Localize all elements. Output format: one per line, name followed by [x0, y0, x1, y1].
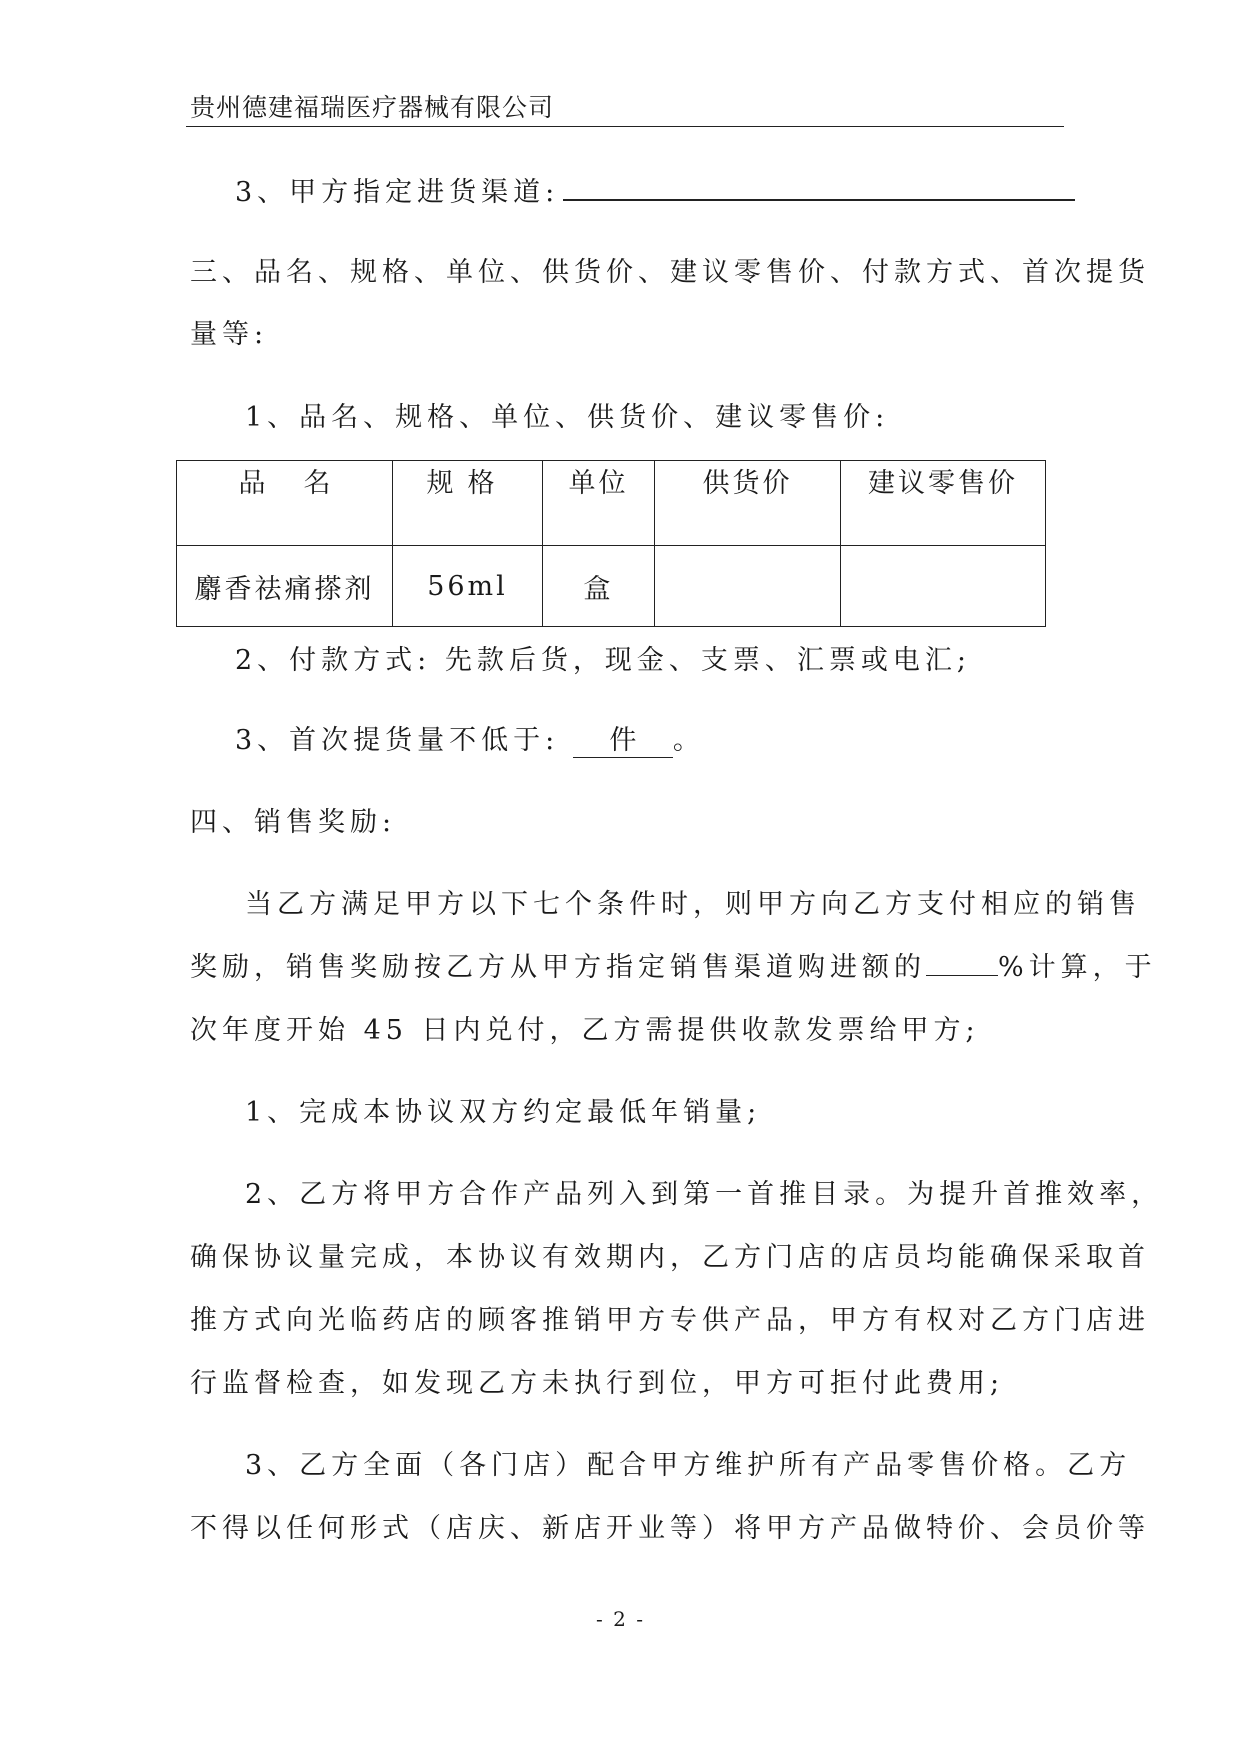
condition-2-line-4: 行监督检查，如发现乙方未执行到位，甲方可拒付此费用;: [190, 1368, 1005, 1399]
table-cell-supply-price: [655, 546, 841, 627]
company-header: 贵州德建福瑞医疗器械有限公司: [190, 93, 555, 122]
first-order-blank: 件: [573, 718, 673, 758]
table-header-cell: 单位: [543, 461, 655, 546]
section-3-item-1: 1、品名、规格、单位、供货价、建议零售价:: [245, 402, 890, 433]
table-row: [177, 546, 1046, 627]
condition-1: 1、完成本协议双方约定最低年销量;: [245, 1097, 762, 1128]
table-cell-spec: 56ml: [393, 546, 543, 627]
section-3-heading-line-1: 三、品名、规格、单位、供货价、建议零售价、付款方式、首次提货: [190, 257, 1150, 288]
condition-3-line-2: 不得以任何形式（店庆、新店开业等）将甲方产品做特价、会员价等: [190, 1513, 1150, 1544]
condition-3-line-1: 3、乙方全面（各门店）配合甲方维护所有产品零售价格。乙方: [245, 1450, 1132, 1481]
header-rule: [186, 126, 1064, 127]
section-3-item-3: [235, 718, 705, 758]
table-header-cell: 品名: [177, 461, 393, 546]
channel-label: 3、甲方指定进货渠道:: [235, 177, 560, 208]
section-3-item-2: 2、付款方式: 先款后货，现金、支票、汇票或电汇;: [235, 645, 971, 676]
channel-line: [235, 170, 1075, 209]
table-header-cell: 规格: [393, 461, 543, 546]
section-4-para-line-3: 次年度开始 45 日内兑付，乙方需提供收款发票给甲方;: [190, 1015, 980, 1046]
channel-blank: [563, 177, 1075, 201]
condition-2-line-2: 确保协议量完成，本协议有效期内，乙方门店的店员均能确保采取首: [190, 1242, 1150, 1273]
first-order-label: 3、首次提货量不低于:: [235, 725, 560, 756]
table-cell-product-name: 麝香祛痛搽剂: [177, 546, 393, 627]
percent-blank: [926, 955, 998, 976]
page-number: - 2 -: [596, 1607, 645, 1631]
condition-2-line-3: 推方式向光临药店的顾客推销甲方专供产品，甲方有权对乙方门店进: [190, 1305, 1150, 1336]
section-4-para-line-2: 奖励，销售奖励按乙方从甲方指定销售渠道购进额的 %计算，于: [190, 952, 1157, 983]
table-cell-unit: 盒: [543, 546, 655, 627]
section-3-heading-line-2: 量等:: [190, 319, 269, 350]
section-4-para-line-1: 当乙方满足甲方以下七个条件时，则甲方向乙方支付相应的销售: [245, 889, 1141, 920]
table-header-cell: 供货价: [655, 461, 841, 546]
table-header-cell: 建议零售价: [841, 461, 1046, 546]
table-header-row: [177, 461, 1046, 546]
section-4-heading: 四、销售奖励:: [190, 807, 397, 838]
condition-2-line-1: 2、乙方将甲方合作产品列入到第一首推目录。为提升首推效率，: [245, 1179, 1164, 1210]
product-table: [176, 460, 1046, 627]
table-cell-retail-price: [841, 546, 1046, 627]
first-order-suffix: 。: [672, 725, 705, 756]
